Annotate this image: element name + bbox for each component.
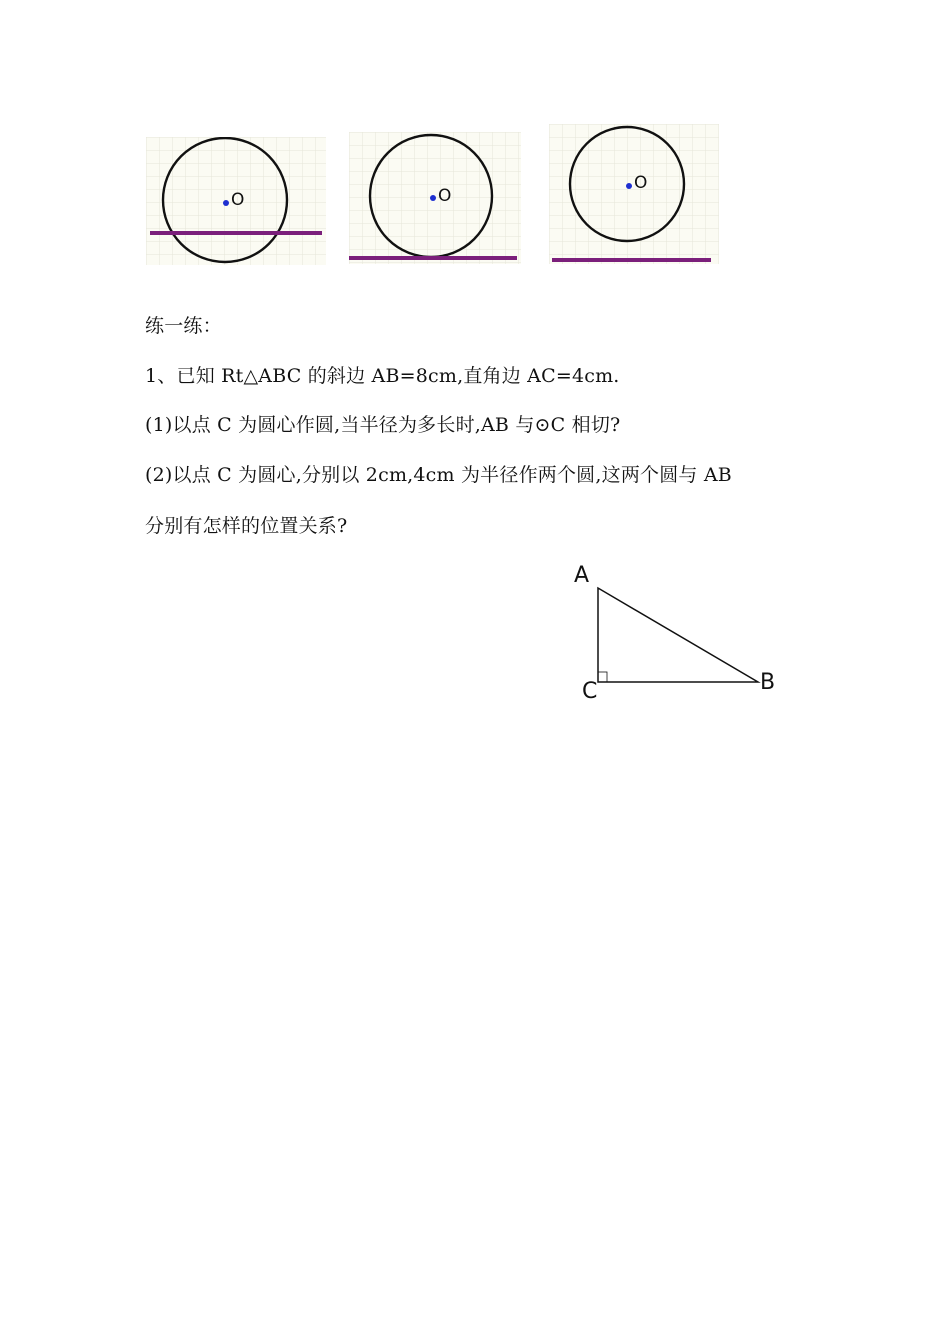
right-angle-mark	[598, 672, 607, 682]
question-1-part-2-line-2: 分别有怎样的位置关系?	[145, 515, 348, 537]
vertex-label-c: C	[582, 679, 598, 704]
vertex-label-a: A	[574, 563, 590, 588]
center-label: O	[231, 190, 245, 210]
center-label: O	[634, 173, 648, 193]
vertex-label-b: B	[760, 670, 776, 695]
circle-line-figure-tangent	[349, 132, 521, 264]
triangle-outline	[598, 588, 758, 682]
circle-line-figure-intersect	[146, 137, 326, 265]
center-dot	[626, 183, 632, 189]
question-1-part-2-line-1: (2)以点 C 为圆心,分别以 2cm,4cm 为半径作两个圆,这两个圆与 AB	[145, 464, 732, 486]
center-label: O	[438, 186, 452, 206]
grid-background	[549, 124, 719, 264]
center-dot	[430, 195, 436, 201]
question-1: 1、已知 Rt△ABC 的斜边 AB=8cm,直角边 AC=4cm.	[145, 365, 620, 387]
circle-line-figure-separate	[549, 124, 719, 264]
right-triangle-abc	[565, 555, 795, 710]
question-1-part-1: (1)以点 C 为圆心作圆,当半径为多长时,AB 与⊙C 相切?	[145, 414, 621, 436]
exercise-heading: 练一练：	[145, 315, 222, 337]
center-dot	[223, 200, 229, 206]
